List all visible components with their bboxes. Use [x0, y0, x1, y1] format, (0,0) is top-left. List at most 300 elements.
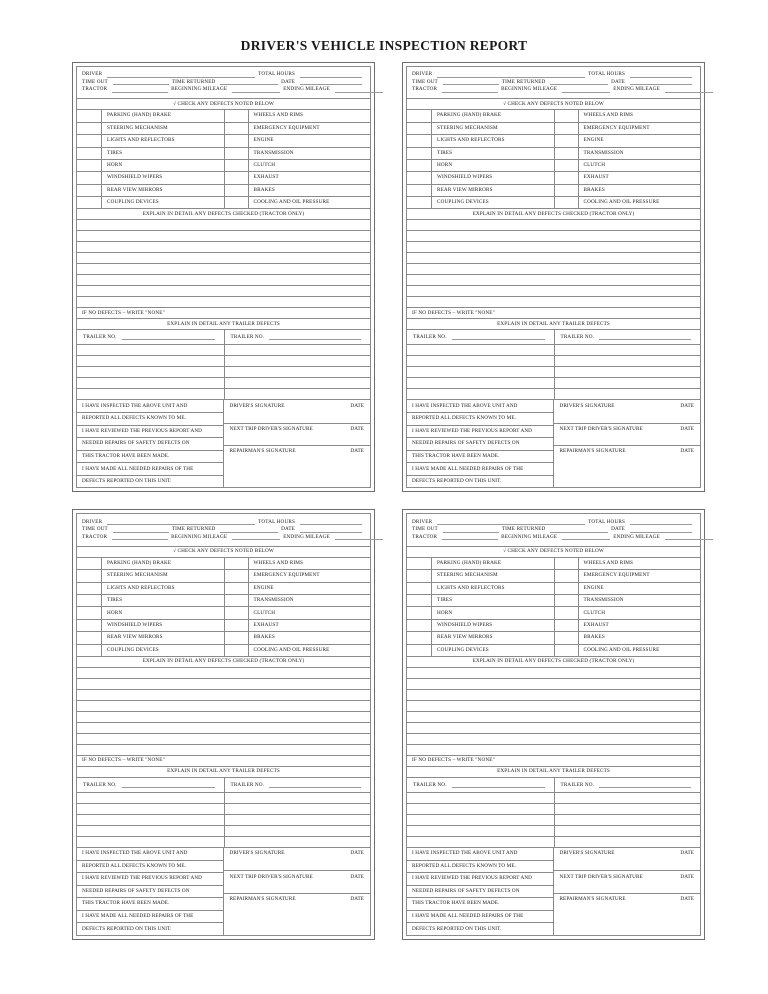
defect-checkbox[interactable]: [554, 110, 579, 121]
beginning-mileage-input[interactable]: [232, 534, 280, 540]
defect-checkbox[interactable]: [554, 583, 579, 594]
defect-checkbox[interactable]: [407, 110, 432, 121]
signature-label: NEXT TRIP DRIVER'S SIGNATURE: [229, 426, 313, 433]
trailer-no-label-right: TRAILER NO.: [560, 781, 595, 788]
signature-fields: [554, 848, 701, 935]
certification-statement: I HAVE MADE ALL NEEDED REPAIRS OF THE: [407, 462, 553, 475]
defect-item-label: BRAKES: [253, 186, 275, 193]
trailer-defect-line: [407, 825, 700, 836]
trailer-defect-cell-right[interactable]: [224, 804, 371, 814]
defect-checkbox[interactable]: [77, 135, 102, 146]
form-header: [406, 513, 701, 545]
defect-checkbox[interactable]: [77, 607, 102, 618]
trailer-defect-cell-left[interactable]: [77, 345, 224, 355]
trailer-defect-cell-left[interactable]: [407, 389, 554, 399]
defect-checkbox[interactable]: [77, 645, 102, 656]
checklist-row: [77, 122, 370, 134]
trailer-defect-cell-left[interactable]: [407, 345, 554, 355]
trailer-defect-cell-right[interactable]: [224, 356, 371, 366]
signature-date-label: DATE: [680, 402, 694, 409]
defect-checkbox[interactable]: [407, 632, 432, 643]
tractor-defect-line[interactable]: [77, 296, 370, 307]
defect-item-label: COUPLING DEVICES: [437, 646, 489, 653]
date-input[interactable]: [300, 79, 362, 85]
defect-checkbox[interactable]: [554, 558, 579, 569]
trailer-defect-line: [77, 814, 370, 825]
trailer-defect-cell-left[interactable]: [77, 356, 224, 366]
trailer-defect-cell-left[interactable]: [77, 826, 224, 836]
defect-checkbox[interactable]: [77, 185, 102, 196]
signature-field[interactable]: [554, 400, 701, 422]
defect-checkbox[interactable]: [554, 620, 579, 631]
defect-checkbox[interactable]: [554, 123, 579, 134]
defect-checkbox[interactable]: [554, 570, 579, 581]
checklist-row: [77, 184, 370, 196]
trailer-no-label-right: TRAILER NO.: [230, 334, 265, 341]
checklist-cell-left: [77, 583, 224, 594]
tractor-input[interactable]: [112, 87, 168, 93]
defect-checkbox[interactable]: [554, 135, 579, 146]
form-body: [76, 66, 371, 488]
checklist-row: [407, 134, 700, 146]
check-defects-banner: √ CHECK ANY DEFECTS NOTED BELOW: [76, 98, 371, 109]
defect-checkbox[interactable]: [224, 185, 249, 196]
tractor-defect-line[interactable]: [77, 285, 370, 296]
defect-checkbox[interactable]: [407, 135, 432, 146]
tractor-defect-line[interactable]: [407, 700, 700, 711]
defect-checkbox[interactable]: [77, 620, 102, 631]
trailer-defect-cell-left[interactable]: [407, 837, 554, 847]
trailer-no-input-right[interactable]: [269, 782, 361, 788]
tractor-defect-line[interactable]: [407, 667, 700, 678]
trailer-no-label-right: TRAILER NO.: [560, 334, 595, 341]
trailer-no-input-right[interactable]: [269, 334, 361, 340]
trailer-defect-cell-left[interactable]: [77, 815, 224, 825]
trailer-no-input-left[interactable]: [122, 334, 215, 340]
time-out-input[interactable]: [443, 527, 499, 533]
trailer-defect-cell-left[interactable]: [77, 804, 224, 814]
total-hours-label: TOTAL HOURS: [258, 518, 295, 525]
defect-item-label: COUPLING DEVICES: [437, 199, 489, 206]
form-body: [76, 513, 371, 935]
defect-checkbox[interactable]: [554, 645, 579, 656]
tractor-defect-line[interactable]: [407, 722, 700, 733]
tractor-defect-line[interactable]: [77, 689, 370, 700]
defect-checkbox[interactable]: [554, 607, 579, 618]
trailer-defect-cell-left[interactable]: [77, 793, 224, 803]
defect-checkbox[interactable]: [554, 185, 579, 196]
certification-block: [76, 399, 371, 488]
defect-checkbox[interactable]: [407, 172, 432, 183]
time-returned-input[interactable]: [550, 527, 608, 533]
defect-checkbox[interactable]: [407, 645, 432, 656]
tractor-defects-lines: [406, 667, 701, 755]
date-input[interactable]: [630, 79, 692, 85]
tractor-defects-lines: [76, 667, 371, 755]
tractor-defect-line[interactable]: [77, 733, 370, 744]
tractor-defect-line[interactable]: [77, 700, 370, 711]
checklist-cell-right: [224, 607, 371, 618]
signature-date-label: DATE: [680, 850, 694, 857]
checklist-row: [77, 557, 370, 569]
defect-checkbox[interactable]: [77, 110, 102, 121]
defect-item-label: WHEELS AND RIMS: [583, 559, 634, 566]
trailer-defect-cell-right[interactable]: [224, 793, 371, 803]
beginning-mileage-label: BEGINNING MILEAGE: [501, 533, 558, 540]
trailer-defect-cell-right[interactable]: [554, 804, 701, 814]
checklist-cell-right: [224, 558, 371, 569]
defect-item-label: WHEELS AND RIMS: [253, 559, 304, 566]
defect-checkbox[interactable]: [77, 570, 102, 581]
trailer-defect-cell-right[interactable]: [224, 378, 371, 388]
certification-block: [406, 847, 701, 936]
defect-checkbox[interactable]: [77, 148, 102, 159]
checklist-cell-left: [77, 123, 224, 134]
trailer-defect-cell-left[interactable]: [407, 356, 554, 366]
trailer-defect-cell-right[interactable]: [554, 345, 701, 355]
trailer-no-input-right[interactable]: [599, 782, 691, 788]
signature-field[interactable]: [224, 848, 371, 870]
tractor-defect-line[interactable]: [407, 296, 700, 307]
certification-statement: NEEDED REPAIRS OF SAFETY DEFECTS ON: [77, 437, 223, 450]
checklist-row: [77, 582, 370, 594]
signature-field[interactable]: [554, 445, 701, 479]
signature-fields: [224, 400, 371, 487]
tractor-defect-line[interactable]: [77, 678, 370, 689]
defect-checkbox[interactable]: [407, 148, 432, 159]
form-body: [406, 66, 701, 488]
defect-checkbox[interactable]: [224, 595, 249, 606]
defect-checklist: [406, 109, 701, 208]
trailer-defect-cell-left[interactable]: [407, 367, 554, 377]
signature-label: DRIVER'S SIGNATURE: [229, 850, 285, 857]
beginning-mileage-input[interactable]: [562, 534, 610, 540]
check-defects-banner: √ CHECK ANY DEFECTS NOTED BELOW: [406, 98, 701, 109]
trailer-defect-cell-right[interactable]: [224, 367, 371, 377]
header-row-time: [412, 527, 695, 533]
tractor-defect-line[interactable]: [77, 722, 370, 733]
defect-checkbox[interactable]: [407, 620, 432, 631]
tractor-defect-line[interactable]: [407, 252, 700, 263]
total-hours-label: TOTAL HOURS: [588, 518, 625, 525]
defect-item-label: HORN: [107, 609, 123, 616]
signature-field[interactable]: [554, 870, 701, 892]
defect-checkbox[interactable]: [554, 172, 579, 183]
trailer-defect-cell-left[interactable]: [77, 378, 224, 388]
defect-checkbox[interactable]: [407, 558, 432, 569]
trailer-number-row: [406, 329, 701, 344]
trailer-defect-cell-left[interactable]: [77, 389, 224, 399]
signature-field[interactable]: [554, 848, 701, 870]
defect-item-label: WINDSHIELD WIPERS: [107, 174, 163, 181]
tractor-defect-line[interactable]: [407, 689, 700, 700]
defect-item-label: COOLING AND OIL PRESSURE: [253, 646, 330, 653]
defect-checkbox[interactable]: [77, 197, 102, 208]
trailer-defect-line: [77, 803, 370, 814]
inspection-form-copy-1: [72, 62, 375, 492]
tractor-defect-line[interactable]: [77, 252, 370, 263]
defect-checkbox[interactable]: [554, 595, 579, 606]
signature-fields: [224, 848, 371, 935]
beginning-mileage-label: BEGINNING MILEAGE: [501, 86, 558, 93]
total-hours-input[interactable]: [300, 72, 362, 78]
defect-checkbox[interactable]: [224, 172, 249, 183]
defect-checkbox[interactable]: [407, 595, 432, 606]
certification-statement: REPORTED ALL DEFECTS KNOWN TO ME.: [77, 412, 223, 425]
tractor-defect-line[interactable]: [77, 667, 370, 678]
tractor-defect-line[interactable]: [77, 263, 370, 274]
trailer-defect-cell-right[interactable]: [554, 367, 701, 377]
checklist-cell-right: [554, 160, 701, 171]
trailer-defect-cell-left[interactable]: [407, 378, 554, 388]
certification-statement: THIS TRACTOR HAVE BEEN MADE.: [77, 897, 223, 910]
tractor-defect-line[interactable]: [407, 733, 700, 744]
defect-checkbox[interactable]: [224, 570, 249, 581]
defect-item-label: PARKING (HAND) BRAKE: [437, 559, 502, 566]
beginning-mileage-input[interactable]: [562, 87, 610, 93]
defect-checkbox[interactable]: [224, 135, 249, 146]
trailer-defect-line: [77, 344, 370, 355]
checklist-cell-left: [407, 123, 554, 134]
trailer-defect-cell-right[interactable]: [554, 389, 701, 399]
time-out-input[interactable]: [113, 79, 169, 85]
defect-checkbox[interactable]: [554, 197, 579, 208]
trailer-defect-cell-right[interactable]: [224, 826, 371, 836]
tractor-defect-line[interactable]: [407, 274, 700, 285]
total-hours-input[interactable]: [300, 519, 362, 525]
form-header: [76, 513, 371, 545]
time-returned-input[interactable]: [220, 527, 278, 533]
driver-input[interactable]: [107, 519, 255, 525]
driver-input[interactable]: [107, 72, 255, 78]
defect-checkbox[interactable]: [407, 607, 432, 618]
defect-item-label: WINDSHIELD WIPERS: [437, 174, 493, 181]
tractor-defect-line[interactable]: [77, 241, 370, 252]
date-label: DATE: [611, 78, 625, 85]
checklist-cell-right: [554, 172, 701, 183]
defect-checkbox[interactable]: [77, 583, 102, 594]
checklist-cell-right: [554, 620, 701, 631]
trailer-defect-cell-left[interactable]: [407, 815, 554, 825]
defect-checkbox[interactable]: [224, 148, 249, 159]
tractor-defect-line[interactable]: [407, 263, 700, 274]
header-row-driver: [412, 72, 695, 78]
tractor-input[interactable]: [442, 534, 498, 540]
checklist-cell-left: [77, 148, 224, 159]
checklist-row: [77, 109, 370, 121]
defect-item-label: CLUTCH: [583, 609, 606, 616]
defect-checkbox[interactable]: [224, 558, 249, 569]
checklist-cell-right: [554, 607, 701, 618]
total-hours-input[interactable]: [630, 519, 692, 525]
certification-statement: DEFECTS REPORTED ON THIS UNIT.: [407, 922, 553, 935]
signature-field[interactable]: [224, 423, 371, 445]
tractor-defect-line[interactable]: [407, 285, 700, 296]
defect-checkbox[interactable]: [554, 632, 579, 643]
signature-field[interactable]: [224, 870, 371, 892]
tractor-defect-line[interactable]: [407, 230, 700, 241]
time-returned-input[interactable]: [550, 79, 608, 85]
time-out-input[interactable]: [443, 79, 499, 85]
defect-checkbox[interactable]: [77, 558, 102, 569]
tractor-defect-line[interactable]: [77, 711, 370, 722]
certification-statement: I HAVE REVIEWED THE PREVIOUS REPORT AND: [407, 872, 553, 885]
ending-mileage-label: ENDING MILEAGE: [283, 86, 330, 93]
no-defects-note: IF NO DEFECTS – WRITE "NONE": [406, 307, 701, 318]
defect-checkbox[interactable]: [224, 123, 249, 134]
tractor-defect-line[interactable]: [77, 219, 370, 230]
defect-item-label: TIRES: [437, 149, 453, 156]
defect-item-label: TRANSMISSION: [253, 149, 294, 156]
defect-item-label: TIRES: [437, 597, 453, 604]
defect-checkbox[interactable]: [224, 632, 249, 643]
tractor-defect-line[interactable]: [77, 744, 370, 755]
trailer-defect-cell-right[interactable]: [554, 378, 701, 388]
checklist-cell-right: [554, 570, 701, 581]
trailer-defect-cell-left[interactable]: [407, 826, 554, 836]
trailer-defect-cell-right[interactable]: [554, 793, 701, 803]
checklist-row: [77, 147, 370, 159]
trailer-no-input-right[interactable]: [599, 334, 691, 340]
defect-checkbox[interactable]: [224, 607, 249, 618]
defect-checkbox[interactable]: [77, 595, 102, 606]
defect-checkbox[interactable]: [224, 645, 249, 656]
defect-checklist: [76, 109, 371, 208]
trailer-defect-cell-right[interactable]: [554, 826, 701, 836]
time-out-input[interactable]: [113, 527, 169, 533]
tractor-defect-line[interactable]: [407, 744, 700, 755]
defect-checkbox[interactable]: [77, 172, 102, 183]
defect-checkbox[interactable]: [77, 632, 102, 643]
tractor-defect-line[interactable]: [407, 678, 700, 689]
defect-item-label: CLUTCH: [253, 162, 276, 169]
signature-field[interactable]: [224, 445, 371, 479]
tractor-defect-line[interactable]: [77, 230, 370, 241]
defect-checkbox[interactable]: [554, 160, 579, 171]
trailer-no-label-left: TRAILER NO.: [83, 781, 117, 788]
defect-checkbox[interactable]: [77, 160, 102, 171]
driver-input[interactable]: [437, 72, 585, 78]
defect-item-label: STEERING MECHANISM: [107, 124, 168, 131]
no-defects-note: IF NO DEFECTS – WRITE "NONE": [406, 755, 701, 766]
time-returned-input[interactable]: [220, 79, 278, 85]
checklist-cell-right: [224, 197, 371, 208]
tractor-defect-line[interactable]: [407, 241, 700, 252]
ending-mileage-input[interactable]: [665, 534, 713, 540]
trailer-defect-cell-left[interactable]: [407, 793, 554, 803]
defect-checkbox[interactable]: [224, 160, 249, 171]
certification-statement: REPORTED ALL DEFECTS KNOWN TO ME.: [407, 412, 553, 425]
defect-checkbox[interactable]: [224, 583, 249, 594]
checklist-row: [407, 557, 700, 569]
trailer-no-input-left[interactable]: [452, 782, 545, 788]
checklist-row: [407, 619, 700, 631]
trailer-defect-cell-right[interactable]: [224, 345, 371, 355]
trailer-no-input-left[interactable]: [122, 782, 215, 788]
checklist-cell-right: [554, 595, 701, 606]
certification-statement: DEFECTS REPORTED ON THIS UNIT.: [77, 475, 223, 488]
trailer-no-cell-right: [224, 778, 371, 792]
certification-statement: REPORTED ALL DEFECTS KNOWN TO ME.: [407, 860, 553, 873]
defect-checkbox[interactable]: [407, 583, 432, 594]
signature-field[interactable]: [554, 893, 701, 927]
signature-field[interactable]: [224, 893, 371, 927]
tractor-input[interactable]: [112, 534, 168, 540]
checklist-cell-right: [554, 148, 701, 159]
trailer-no-cell-left: [407, 778, 554, 792]
time-out-label: TIME OUT: [82, 78, 108, 85]
ending-mileage-label: ENDING MILEAGE: [613, 86, 660, 93]
trailer-defect-line: [407, 803, 700, 814]
tractor-input[interactable]: [442, 87, 498, 93]
defect-item-label: ENGINE: [583, 584, 604, 591]
beginning-mileage-label: BEGINNING MILEAGE: [171, 533, 228, 540]
trailer-defect-cell-right[interactable]: [224, 815, 371, 825]
defect-checkbox[interactable]: [407, 570, 432, 581]
date-input[interactable]: [630, 527, 692, 533]
defect-item-label: EXHAUST: [253, 621, 279, 628]
certification-statement: I HAVE MADE ALL NEEDED REPAIRS OF THE: [407, 910, 553, 923]
certification-statement: I HAVE REVIEWED THE PREVIOUS REPORT AND: [77, 872, 223, 885]
defect-checkbox[interactable]: [407, 185, 432, 196]
defect-checkbox[interactable]: [224, 620, 249, 631]
trailer-defect-cell-left[interactable]: [407, 804, 554, 814]
defect-checkbox[interactable]: [407, 123, 432, 134]
defect-checkbox[interactable]: [407, 160, 432, 171]
defect-item-label: COOLING AND OIL PRESSURE: [583, 646, 660, 653]
defect-item-label: WHEELS AND RIMS: [253, 112, 304, 119]
trailer-defect-cell-right[interactable]: [554, 356, 701, 366]
checklist-cell-left: [407, 607, 554, 618]
date-label: DATE: [281, 526, 295, 533]
defect-checkbox[interactable]: [554, 148, 579, 159]
tractor-defect-line[interactable]: [77, 274, 370, 285]
defect-checkbox[interactable]: [407, 197, 432, 208]
trailer-defect-cell-right[interactable]: [224, 389, 371, 399]
trailer-defects-lines: [406, 792, 701, 847]
trailer-no-input-left[interactable]: [452, 334, 545, 340]
defect-item-label: LIGHTS AND REFLECTORS: [107, 137, 175, 144]
tractor-defect-line[interactable]: [407, 219, 700, 230]
tractor-defect-line[interactable]: [407, 711, 700, 722]
total-hours-input[interactable]: [630, 72, 692, 78]
defect-checkbox[interactable]: [224, 197, 249, 208]
signature-label: DRIVER'S SIGNATURE: [559, 402, 615, 409]
trailer-defect-cell-right[interactable]: [224, 837, 371, 847]
ending-mileage-input[interactable]: [665, 87, 713, 93]
signature-field[interactable]: [224, 400, 371, 422]
checklist-cell-right: [554, 583, 701, 594]
trailer-defect-cell-right[interactable]: [554, 815, 701, 825]
beginning-mileage-input[interactable]: [232, 87, 280, 93]
signature-label: REPAIRMAN'S SIGNATURE: [559, 448, 626, 455]
certification-statement: NEEDED REPAIRS OF SAFETY DEFECTS ON: [407, 437, 553, 450]
driver-input[interactable]: [437, 519, 585, 525]
ending-mileage-input[interactable]: [335, 87, 383, 93]
checklist-row: [77, 569, 370, 581]
checklist-cell-right: [554, 645, 701, 656]
defect-checkbox[interactable]: [224, 110, 249, 121]
trailer-defect-cell-left[interactable]: [77, 367, 224, 377]
date-input[interactable]: [300, 527, 362, 533]
ending-mileage-input[interactable]: [335, 534, 383, 540]
defect-checkbox[interactable]: [77, 123, 102, 134]
trailer-defect-cell-left[interactable]: [77, 837, 224, 847]
trailer-defect-cell-right[interactable]: [554, 837, 701, 847]
signature-field[interactable]: [554, 423, 701, 445]
defect-item-label: HORN: [107, 162, 123, 169]
form-body: [406, 513, 701, 935]
